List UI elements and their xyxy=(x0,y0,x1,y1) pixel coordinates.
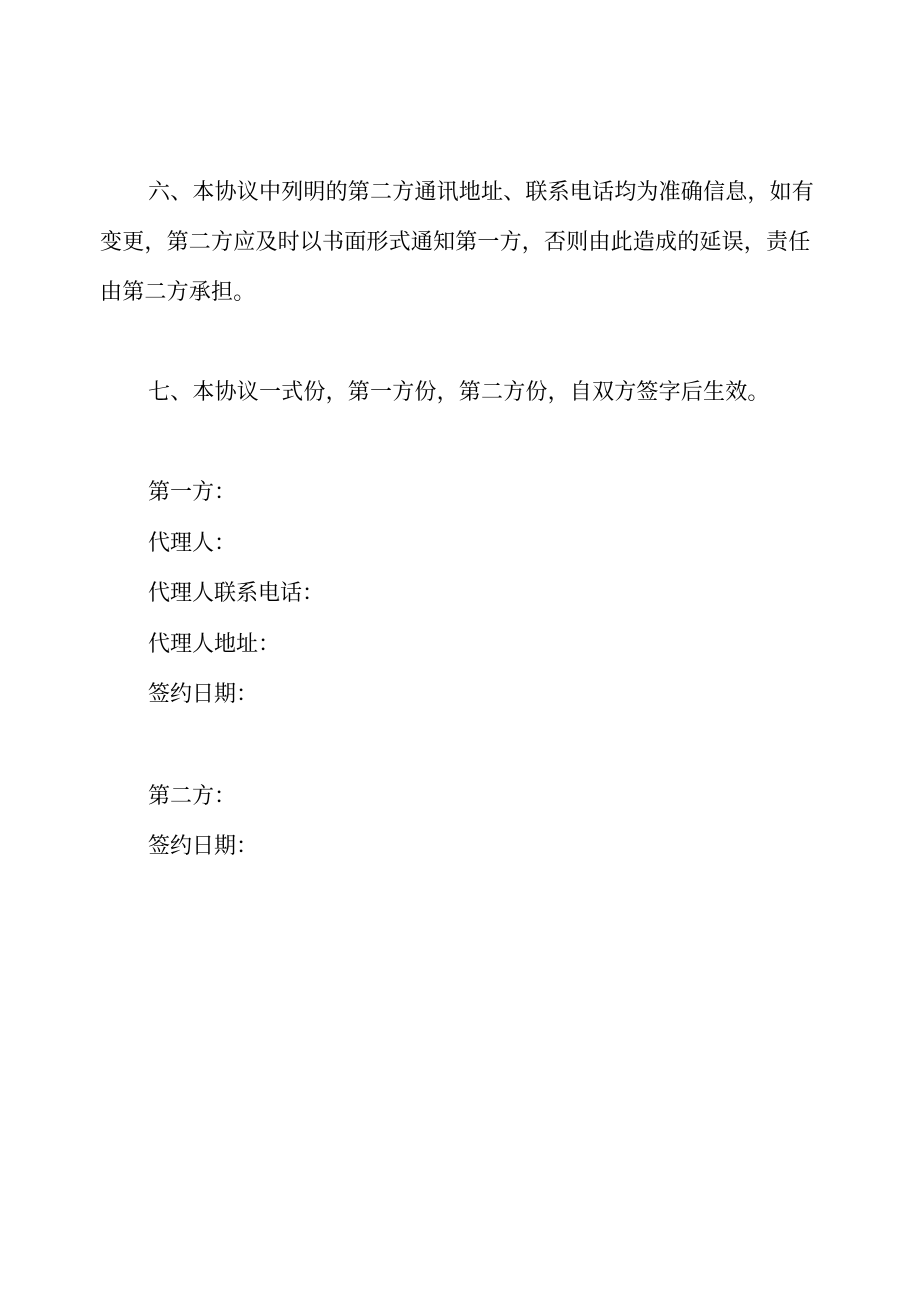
agent-label: 代理人： xyxy=(148,531,237,556)
party-two-label: 第二方： xyxy=(148,784,237,809)
party-one-label: 第一方： xyxy=(148,480,237,505)
agent-address-label: 代理人地址： xyxy=(148,632,281,657)
party-two-sign-date-label: 签约日期： xyxy=(148,834,259,859)
party-one-sign-date-label: 签约日期： xyxy=(148,682,259,707)
clause-six: 六、本协议中列明的第二方通讯地址、联系电话均为准确信息，如有变更，第二方应及时以书面形式通知第一方，否则由此造成的延误，责任由第二方承担。 xyxy=(100,180,815,305)
clause-seven: 七、本协议一式份，第一方份，第二方份，自双方签字后生效。 xyxy=(148,380,770,405)
agent-phone-label: 代理人联系电话： xyxy=(148,581,325,606)
